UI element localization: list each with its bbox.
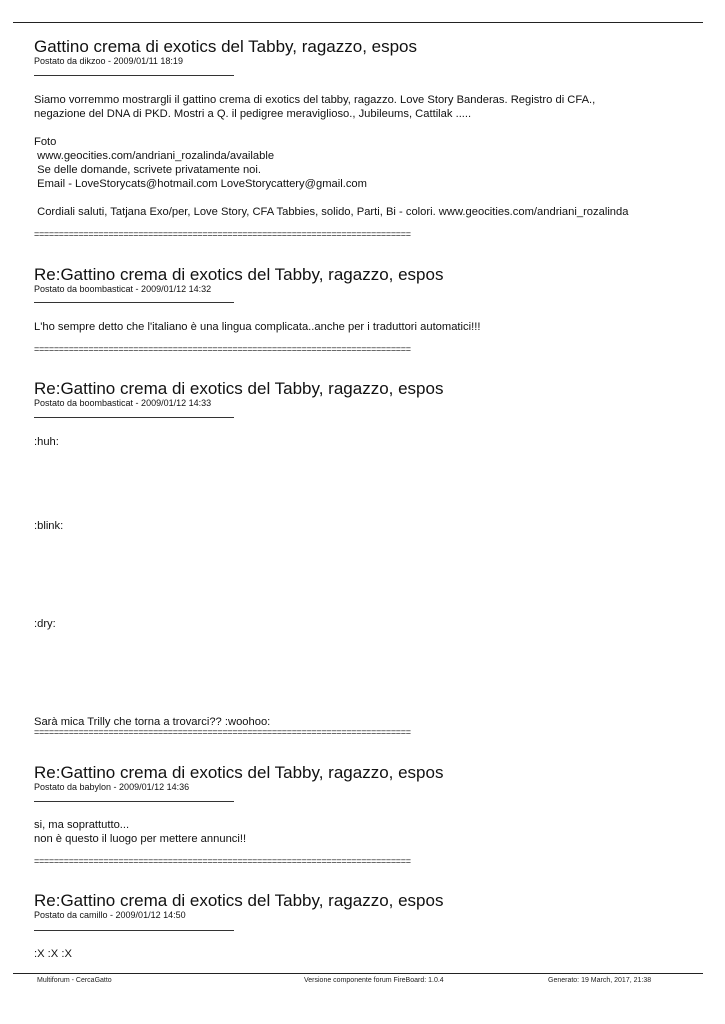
forum-post	[34, 265, 704, 333]
post-separator: ============================================================================	[34, 727, 411, 737]
post-meta: Postato da babylon - 2009/01/12 14:36	[34, 782, 190, 792]
post-body: :X :X :X	[34, 948, 72, 960]
post-body: :huh: :blink: :dry: Sarà mica Trilly che torna a trovarci?? :woohoo:	[34, 436, 271, 728]
forum-post	[34, 891, 704, 960]
post-separator: ============================================================================	[34, 229, 411, 239]
post-title: Re:Gattino crema di exotics del Tabby, ragazzo, espos	[34, 379, 444, 398]
post-body: Siamo vorremmo mostrargli il gattino crema di exotics del tabby, ragazzo. Love Story Banderas. Registro di CFA., negazione del DNA di PKD. Mostri a Q. il pedigree meraviglioso., Jubileums, Cattilak ..... Foto www.geocities.com/andriani_rozalinda/available Se delle domande, scrivete privatamente noi. Email - LoveStorycats@hotmail.com LoveStorycattery@gmail.com Cordiali saluti, Tatjana Exo/per, Love Story, CFA Tabbies, solido, Parti, Bi - colori. www.geocities.com/andriani_rozalinda	[34, 94, 629, 218]
footer-generated: Generato: 19 March, 2017, 21:38	[548, 977, 652, 984]
forum-post	[34, 763, 704, 845]
top-rule	[13, 22, 703, 23]
post-title: Re:Gattino crema di exotics del Tabby, ragazzo, espos	[34, 891, 444, 910]
post-body: L'ho sempre detto che l'italiano è una lingua complicata..anche per i traduttori automatici!!!	[34, 321, 481, 333]
post-title: Gattino crema di exotics del Tabby, ragazzo, espos	[34, 37, 418, 56]
post-meta: Postato da dikzoo - 2009/01/11 18:19	[34, 56, 183, 66]
post-separator: ============================================================================	[34, 856, 411, 866]
post-title: Re:Gattino crema di exotics del Tabby, ragazzo, espos	[34, 763, 444, 782]
meta-rule	[34, 302, 234, 303]
footer-site-name: Multiforum - CercaGatto	[37, 977, 112, 984]
meta-rule	[34, 801, 234, 802]
forum-post	[34, 379, 704, 728]
post-body: si, ma soprattutto... non è questo il luogo per mettere annunci!!	[34, 819, 247, 845]
post-meta: Postato da boombasticat - 2009/01/12 14:33	[34, 398, 212, 408]
forum-post	[34, 37, 704, 218]
meta-rule	[34, 930, 234, 931]
post-meta: Postato da camillo - 2009/01/12 14:50	[34, 910, 186, 920]
post-meta: Postato da boombasticat - 2009/01/12 14:32	[34, 284, 212, 294]
meta-rule	[34, 75, 234, 76]
bottom-rule	[13, 973, 703, 974]
meta-rule	[34, 417, 234, 418]
post-separator: ============================================================================	[34, 344, 411, 354]
post-title: Re:Gattino crema di exotics del Tabby, ragazzo, espos	[34, 265, 444, 284]
footer-version: Versione componente forum FireBoard: 1.0.4	[304, 977, 444, 984]
